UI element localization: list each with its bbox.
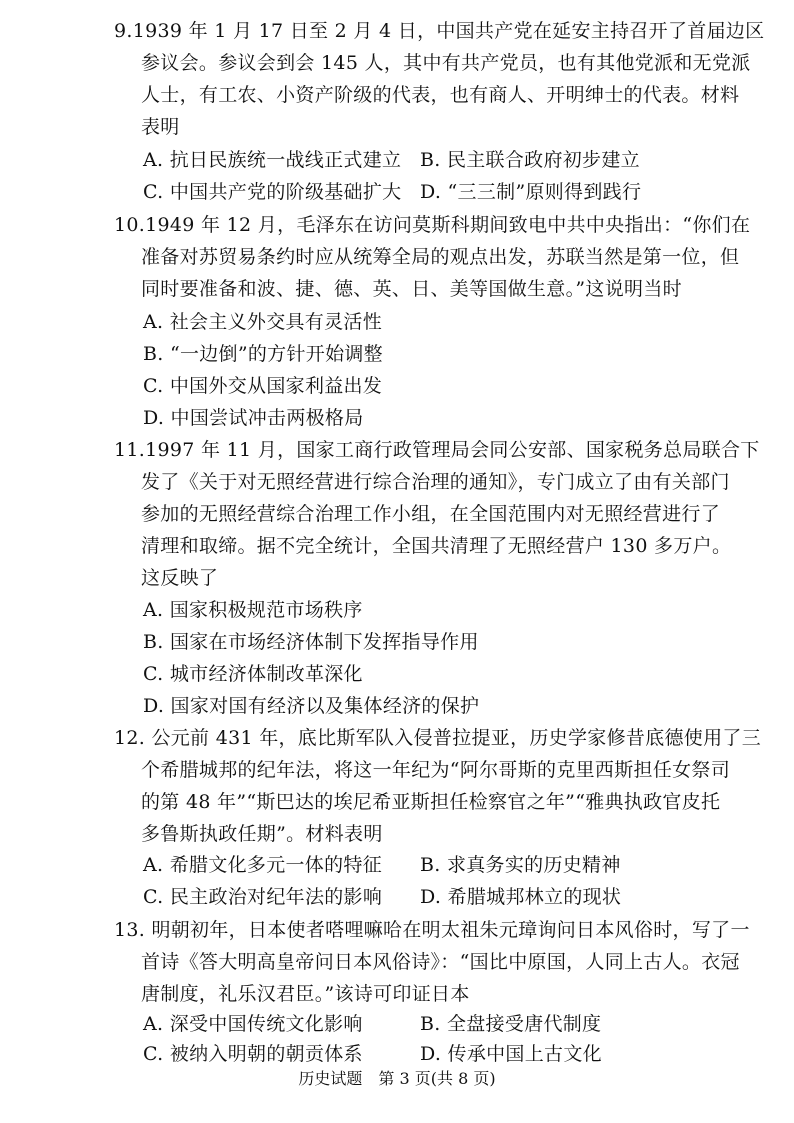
question-9-line-3: 人士，有工农、小资产阶级的代表，也有商人、开明绅士的代表。材料	[141, 84, 740, 106]
question-11-option-c: C. 城市经济体制改革深化	[143, 663, 363, 685]
question-10-option-b: B. “一边倒”的方针开始调整	[143, 343, 383, 365]
question-12-line-1: 12. 公元前 431 年，底比斯军队入侵普拉提亚，历史学家修昔底德使用了三	[114, 727, 762, 749]
question-12-line-2: 个希腊城邦的纪年法，将这一年纪为“阿尔哥斯的克里西斯担任女祭司	[141, 759, 731, 781]
question-12-option-a: A. 希腊文化多元一体的特征	[143, 854, 383, 876]
question-12-option-d: D. 希腊城邦林立的现状	[420, 886, 622, 908]
question-9-option-a: A. 抗日民族统一战线正式建立	[143, 149, 402, 171]
question-11-line-1: 11.1997 年 11 月，国家工商行政管理局会同公安部、国家税务总局联合下	[114, 439, 760, 461]
question-11-option-b: B. 国家在市场经济体制下发挥指导作用	[143, 631, 479, 653]
question-11-option-a: A. 国家积极规范市场秩序	[143, 599, 363, 621]
question-13-option-b: B. 全盘接受唐代制度	[420, 1013, 602, 1035]
question-13-option-d: D. 传承中国上古文化	[420, 1043, 602, 1065]
question-10-option-d: D. 中国尝试冲击两极格局	[143, 407, 364, 429]
question-13-line-1: 13. 明朝初年，日本使者嗒哩嘛哈在明太祖朱元璋询问日本风俗时，写了一	[114, 919, 750, 941]
question-12-line-3: 的第 48 年”“斯巴达的埃尼希亚斯担任检察官之年”“雅典执政官皮托	[141, 791, 721, 813]
question-9-line-4: 表明	[141, 116, 180, 138]
question-9-line-2: 参议会。参议会到会 145 人，其中有共产党员，也有其他党派和无党派	[141, 52, 751, 74]
question-13-option-c: C. 被纳入明朝的朝贡体系	[143, 1043, 363, 1065]
question-9-option-d: D. “三三制”原则得到践行	[420, 181, 642, 203]
question-12-option-c: C. 民主政治对纪年法的影响	[143, 886, 383, 908]
question-9-line-1: 9.1939 年 1 月 17 日至 2 月 4 日，中国共产党在延安主持召开了首届边区	[114, 20, 765, 42]
question-9-option-c: C. 中国共产党的阶级基础扩大	[143, 181, 402, 203]
question-9-option-b: B. 民主联合政府初步建立	[420, 149, 640, 171]
question-12-option-b: B. 求真务实的历史精神	[420, 854, 621, 876]
question-10-option-a: A. 社会主义外交具有灵活性	[143, 311, 383, 333]
question-10-line-3: 同时要准备和波、捷、德、英、日、美等国做生意。”这说明当时	[141, 278, 682, 300]
question-13-option-a: A. 深受中国传统文化影响	[143, 1013, 363, 1035]
question-11-line-5: 这反映了	[141, 567, 219, 589]
question-10-line-2: 准备对苏贸易条约时应从统筹全局的观点出发，苏联当然是第一位，但	[141, 246, 740, 268]
question-13-line-2: 首诗《答大明高皇帝问日本风俗诗》：“国比中原国，人同上古人。衣冠	[141, 951, 740, 973]
page-footer: 历史试题 第 3 页(共 8 页)	[298, 1069, 496, 1088]
question-10-line-1: 10.1949 年 12 月，毛泽东在访问莫斯科期间致电中共中央指出：“你们在	[114, 214, 751, 236]
question-10-option-c: C. 中国外交从国家利益出发	[143, 375, 383, 397]
question-11-line-3: 参加的无照经营综合治理工作小组，在全国范围内对无照经营进行了	[141, 503, 721, 525]
question-12-line-4: 多鲁斯执政任期”。材料表明	[141, 823, 383, 845]
question-11-option-d: D. 国家对国有经济以及集体经济的保护	[143, 695, 480, 717]
question-11-line-2: 发了《关于对无照经营进行综合治理的通知》，专门成立了由有关部门	[141, 471, 730, 493]
question-11-line-4: 清理和取缔。据不完全统计，全国共清理了无照经营户 130 多万户。	[141, 535, 732, 557]
question-13-line-3: 唐制度，礼乐汉君臣。”该诗可印证日本	[141, 983, 470, 1005]
